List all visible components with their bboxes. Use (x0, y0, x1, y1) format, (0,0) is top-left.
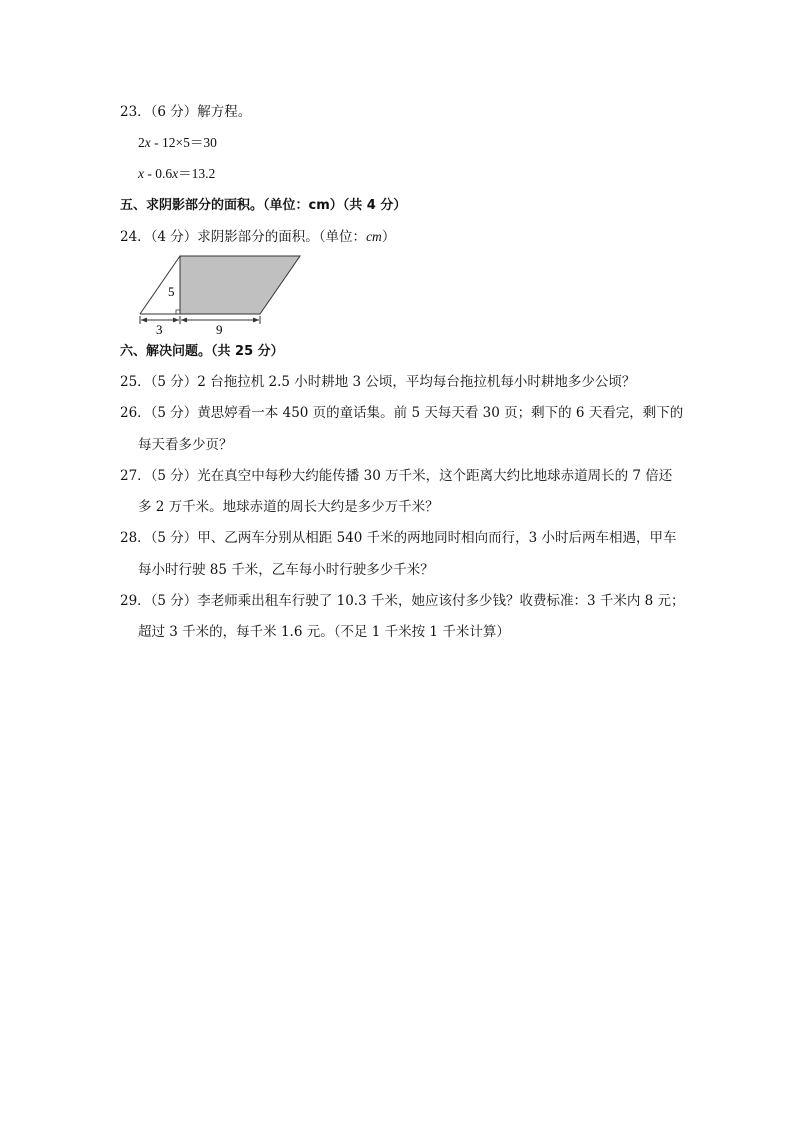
arrow-icon (253, 318, 259, 323)
q29-line-2: 超过 3 千米的，每千米 1.6 元。（不足 1 千米按 1 千米计算） (138, 624, 510, 640)
q23-equation-2: x - 0.6x＝13.2 (138, 166, 216, 181)
q26-line-1: 26．（5 分）黄思婷看一本 450 页的童话集。前 5 天每天看 30 页；剩下的 6 天看完，剩下的 (120, 405, 684, 421)
q23-equation-1: 2x - 12×5＝30 (138, 135, 217, 150)
height-label: 5 (168, 284, 175, 299)
arrow-icon (141, 318, 147, 323)
q28-line-2: 每小时行驶 85 千米，乙车每小时行驶多少千米？ (138, 562, 434, 578)
right-width-label: 9 (216, 322, 223, 336)
q24-parallelogram-figure (138, 254, 308, 336)
q29-line-1: 29．（5 分）李老师乘出租车行驶了 10.3 千米，她应该付多少钱？收费标准：3 千米内 8 元； (120, 593, 685, 609)
q27-line-1: 27．（5 分）光在真空中每秒大约能传播 30 万千米，这个距离大约比地球赤道周长的 7 倍还 (120, 468, 673, 484)
q23-heading: 23．（6 分）解方程。 (120, 104, 252, 120)
q24-heading: 24．（4 分）求阴影部分的面积。（单位：cm） (120, 229, 396, 245)
q25-line-1: 25．（5 分）2 台拖拉机 2.5 小时耕地 3 公顷，平均每台拖拉机每小时耕地多少公顷？ (120, 374, 636, 390)
q26-line-2: 每天看多少页？ (138, 437, 233, 453)
shaded-region (180, 256, 300, 314)
section-6-title: 六、解决问题。（共 25 分） (120, 344, 284, 359)
left-width-label: 3 (156, 322, 163, 336)
q28-line-1: 28．（5 分）甲、乙两车分别从相距 540 千米的两地同时相向而行，3 小时后两车相遇，甲车 (120, 530, 677, 546)
arrow-icon (181, 318, 187, 323)
q27-line-2: 多 2 万千米。地球赤道的周长大约是多少万千米？ (138, 499, 439, 515)
section-5-title: 五、求阴影部分的面积。（单位：cm）（共 4 分） (120, 198, 407, 213)
arrow-icon (173, 318, 179, 323)
right-angle-mark (176, 310, 180, 314)
